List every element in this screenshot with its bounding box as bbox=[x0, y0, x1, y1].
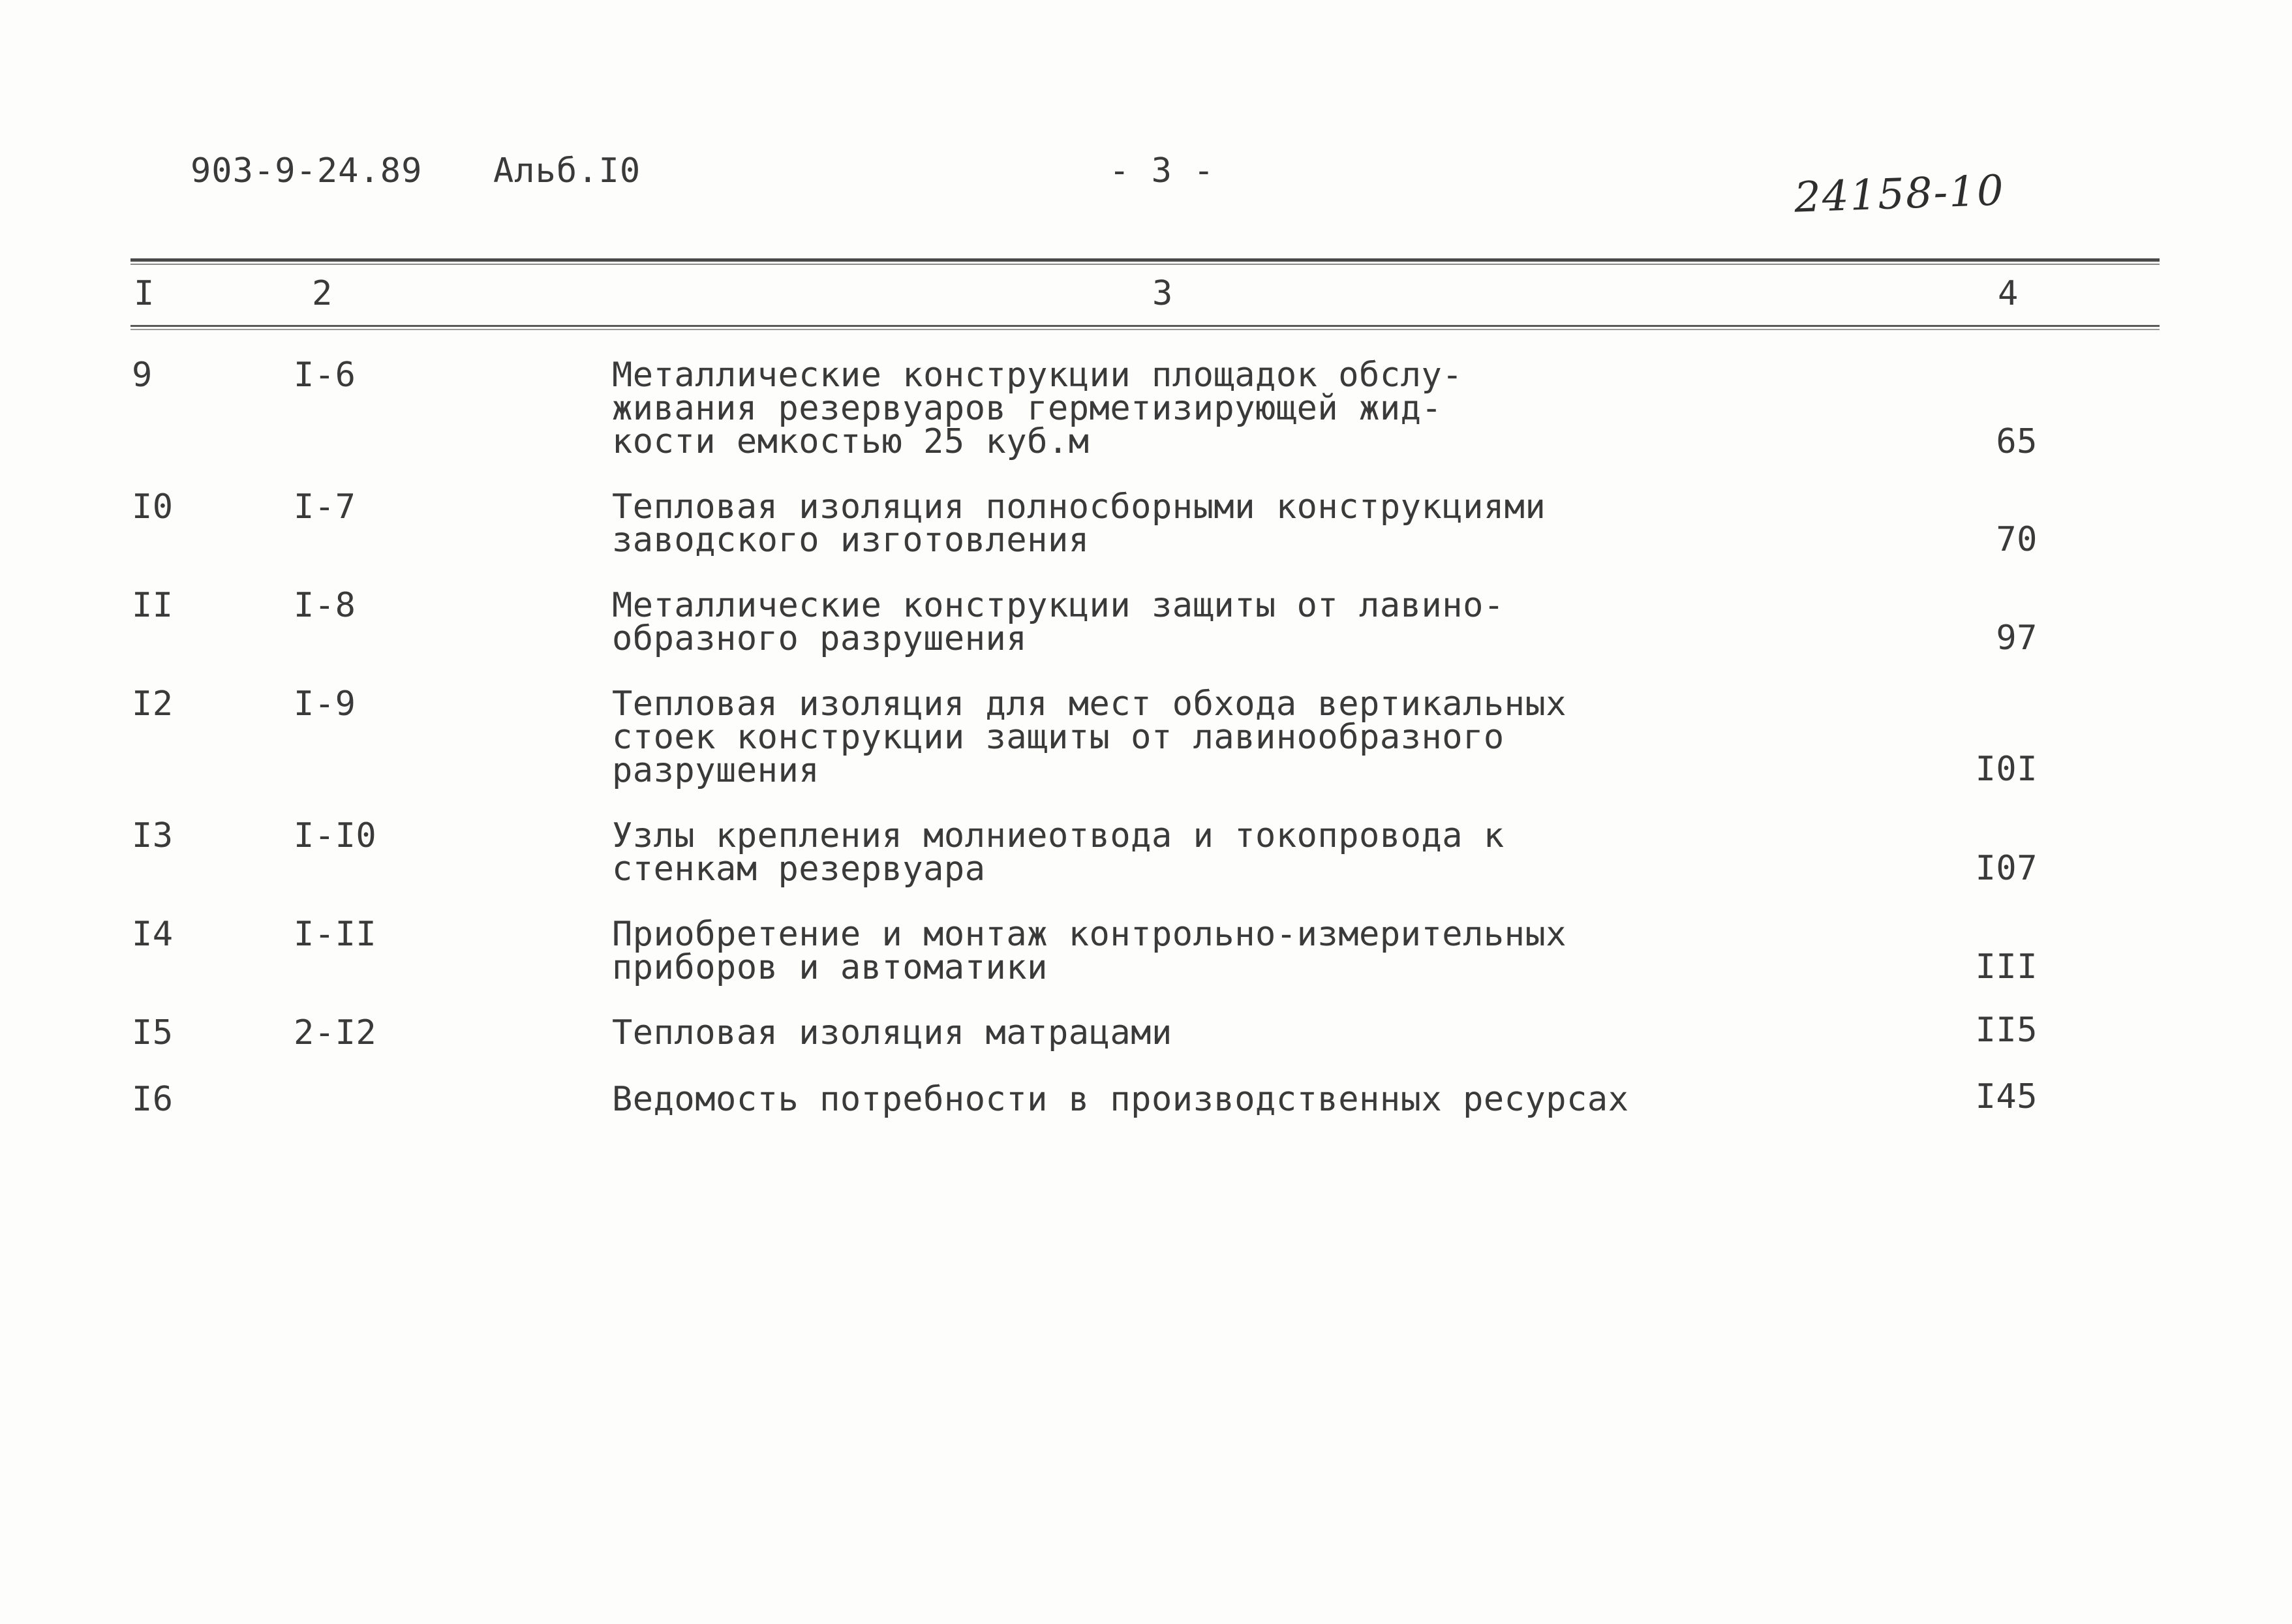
title-line: заводского изготовления bbox=[612, 521, 1090, 560]
row-title bbox=[612, 816, 1505, 889]
page-ref: III bbox=[1975, 947, 2038, 987]
page-ref: 97 bbox=[1996, 619, 2038, 658]
drawing-number: I-II bbox=[294, 915, 377, 954]
title-line: Металлические конструкции площадок обслу- bbox=[612, 356, 1463, 395]
row-title bbox=[612, 586, 1505, 658]
row-number: I2 bbox=[132, 684, 174, 724]
row-number: II bbox=[132, 586, 174, 625]
row-number: I5 bbox=[132, 1013, 174, 1052]
title-line: приборов и автоматики bbox=[612, 948, 1048, 987]
page-ref: 70 bbox=[1996, 520, 2038, 559]
title-line: Приобретение и монтаж контрольно-измерительных bbox=[612, 915, 1567, 954]
table-top-rule bbox=[130, 258, 2160, 265]
row-title bbox=[612, 915, 1567, 987]
column-number-2: 2 bbox=[312, 274, 333, 313]
drawing-number: I-7 bbox=[294, 487, 356, 527]
title-line: живания резервуаров герметизирующей жид- bbox=[612, 389, 1443, 428]
page-ref: II5 bbox=[1975, 1011, 2038, 1050]
title-line: кости емкостью 25 куб.м bbox=[612, 422, 1090, 461]
row-number: I4 bbox=[132, 915, 174, 954]
document-code: 903-9-24.89 bbox=[191, 151, 423, 191]
row-number: I0 bbox=[132, 487, 174, 527]
header-bottom-rule bbox=[130, 325, 2160, 330]
drawing-number: I-9 bbox=[294, 684, 356, 724]
column-number-3: 3 bbox=[1152, 274, 1173, 313]
title-line: разрушения bbox=[612, 751, 820, 790]
page-ref: I45 bbox=[1975, 1077, 2038, 1116]
title-line: Тепловая изоляция матрацами bbox=[612, 1013, 1172, 1052]
row-title bbox=[612, 1080, 1629, 1119]
title-line: Тепловая изоляция полносборными конструкциями bbox=[612, 487, 1546, 527]
page-number: - 3 - bbox=[1109, 151, 1215, 191]
handwritten-number: 24158-10 bbox=[1793, 166, 2006, 222]
column-number-4: 4 bbox=[1998, 274, 2019, 313]
drawing-number: 2-I2 bbox=[294, 1013, 377, 1052]
title-line: стоек конструкции защиты от лавинообразного bbox=[612, 718, 1505, 757]
title-line: Металлические конструкции защиты от лавино- bbox=[612, 586, 1505, 625]
page-ref: 65 bbox=[1996, 422, 2038, 461]
drawing-number: I-6 bbox=[294, 356, 356, 395]
row-number: 9 bbox=[132, 356, 153, 395]
drawing-number: I-I0 bbox=[294, 816, 377, 855]
column-number-1: I bbox=[134, 274, 155, 313]
title-line: стенкам резервуара bbox=[612, 850, 986, 889]
row-title bbox=[612, 1013, 1172, 1052]
row-number: I3 bbox=[132, 816, 174, 855]
title-line: Ведомость потребности в производственных ресурсах bbox=[612, 1080, 1629, 1119]
row-number: I6 bbox=[132, 1080, 174, 1119]
page-ref: I0I bbox=[1975, 750, 2038, 789]
title-line: Тепловая изоляция для мест обхода вертикальных bbox=[612, 684, 1567, 724]
page-ref: I07 bbox=[1975, 849, 2038, 888]
drawing-number: I-8 bbox=[294, 586, 356, 625]
title-line: образного разрушения bbox=[612, 619, 1028, 658]
title-line: Узлы крепления молниеотвода и токопровода к bbox=[612, 816, 1505, 855]
album-label: Альб.I0 bbox=[493, 151, 641, 191]
row-title bbox=[612, 684, 1567, 790]
row-title bbox=[612, 487, 1546, 560]
row-title bbox=[612, 356, 1463, 461]
